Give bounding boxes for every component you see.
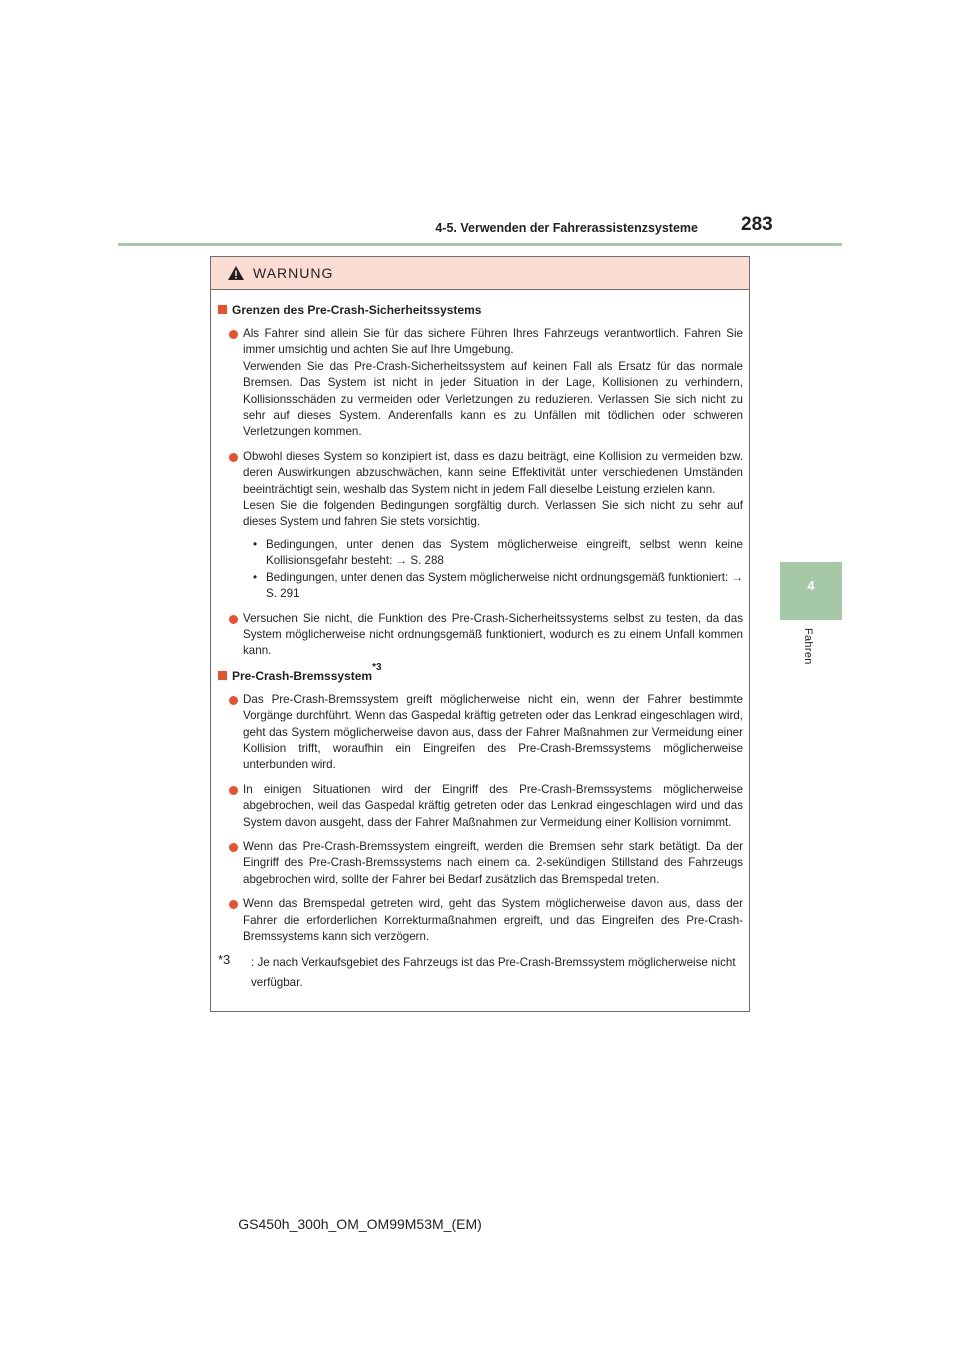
list-item bbox=[218, 611, 743, 660]
chapter-title: 4-5. Verwenden der Fahrerassistenzsysteme bbox=[435, 221, 698, 235]
round-bullet-icon bbox=[229, 453, 238, 462]
section-title: Pre-Crash-Bremssystem *3 bbox=[218, 668, 743, 684]
round-bullet-icon bbox=[229, 843, 238, 852]
sub-item-text: Bedingungen, unter denen das System möglicherweise eingreift, selbst wenn keine Kollisionsgefahr besteht: → S. 288 bbox=[266, 537, 743, 568]
warning-box bbox=[210, 256, 750, 1012]
list-item bbox=[218, 896, 743, 945]
warning-body bbox=[211, 290, 749, 993]
chapter-tab-label: Fahren bbox=[802, 628, 814, 665]
sub-bullet-marker: • bbox=[253, 570, 258, 584]
footnote bbox=[218, 953, 743, 993]
sub-list-item bbox=[218, 570, 743, 603]
list-item bbox=[218, 449, 743, 603]
round-bullet-icon bbox=[229, 696, 238, 705]
footnote-mark: *3 bbox=[218, 952, 231, 968]
list-item bbox=[218, 692, 743, 774]
paragraph: Wenn das Pre-Crash-Bremssystem eingreift, werden die Bremsen sehr stark betätigt. Da der Eingriff des Pre-Crash-Bremssystems nach einem ca. 2-sekündigen Stillstand des Fahrzeugs abgebrochen wird, sollte der Fahrer bei Bedarf zusätzlich das Bremspedal treten. bbox=[243, 839, 743, 886]
paragraph: Wenn das Bremspedal getreten wird, geht das System möglicherweise davon aus, dass der Fahrer die erforderlichen Korrekturmaßnahmen ergreift, und das Eingreifen des Pre-Crash-Bremssystems kann sich verzögern. bbox=[243, 897, 743, 943]
header-rule bbox=[118, 243, 842, 246]
sub-bullet-marker: • bbox=[253, 537, 258, 551]
section-title-text: Grenzen des Pre-Crash-Sicherheitssystems bbox=[232, 303, 482, 317]
paragraph: Verwenden Sie das Pre-Crash-Sicherheitssystem auf keinen Fall als Ersatz für das normale Bremsen. Das System ist nicht in jeder Situation in der Lage, Kollisionen zu verhindern, Kollisionsschäden zu vermeiden oder Verletzungen zu reduzieren. Verlassen Sie sich nicht zu sehr auf dieses System. Anderenfalls kann es zu Unfällen mit tödlichen oder schweren Verletzungen kommen. bbox=[243, 359, 743, 439]
warning-triangle-icon bbox=[227, 265, 245, 281]
warning-title: WARNUNG bbox=[253, 265, 334, 281]
document-code: GS450h_300h_OM_OM99M53M_(EM) bbox=[238, 1216, 482, 1232]
paragraph: Versuchen Sie nicht, die Funktion des Pre-Crash-Sicherheitssystems selbst zu testen, da das System möglicherweise nicht ordnungsgemäß funktioniert, wodurch es zu einem Unfall kommen kann. bbox=[243, 611, 743, 658]
round-bullet-icon bbox=[229, 900, 238, 909]
section-title-text: Pre-Crash-Bremssystem bbox=[232, 668, 373, 683]
warning-header bbox=[211, 257, 749, 290]
paragraph: Als Fahrer sind allein Sie für das sichere Führen Ihres Fahrzeugs verantwortlich. Fahren Sie immer umsichtig und achten Sie auf Ihre Umgebung. bbox=[243, 327, 743, 357]
list-item bbox=[218, 839, 743, 888]
round-bullet-icon bbox=[229, 330, 238, 339]
paragraph: Lesen Sie die folgenden Bedingungen sorgfältig durch. Verlassen Sie sich nicht zu sehr auf dieses System und fahren Sie stets vorsichtig. bbox=[243, 499, 743, 529]
round-bullet-icon bbox=[229, 615, 238, 624]
square-bullet-icon bbox=[218, 305, 227, 314]
footnote-text: : Je nach Verkaufsgebiet des Fahrzeugs ist das Pre-Crash-Bremssystem möglicherweise nicht verfügbar. bbox=[251, 956, 736, 990]
paragraph: Das Pre-Crash-Bremssystem greift möglicherweise nicht ein, wenn der Fahrer bestimmte Vorgänge durchführt. Wenn das Gaspedal kräftig getreten oder das Lenkrad eingeschlagen wird, geht das System möglicherweise davon aus, dass der Fahrer Maßnahmen zur Vermeidung einer Kollision trifft, woraufhin ein Eingreifen des Pre-Crash-Bremssystems möglicherweise unterbunden wird. bbox=[243, 692, 743, 772]
section-title bbox=[218, 302, 743, 318]
square-bullet-icon bbox=[218, 671, 227, 680]
paragraph: In einigen Situationen wird der Eingriff des Pre-Crash-Bremssystems möglicherweise abgebrochen, weil das Gaspedal kräftig getreten oder das Lenkrad eingeschlagen wird und das System davon ausgeht, dass der Fahrer Maßnahmen zur Vermeidung einer Kollision vornimmt. bbox=[243, 782, 743, 829]
paragraph: Obwohl dieses System so konzipiert ist, dass es dazu beiträgt, eine Kollision zu vermeiden bzw. deren Auswirkungen abzuschwächen, kann seine Effektivität unter verschiedenen Umständen beeinträchtigt sein, weshalb das System nicht in jedem Fall dieselbe Leistung erzielen kann. bbox=[243, 449, 743, 496]
chapter-tab-number: 4 bbox=[807, 578, 815, 593]
list-item bbox=[218, 782, 743, 831]
chapter-tab bbox=[780, 562, 842, 620]
page-number: 283 bbox=[741, 214, 773, 235]
round-bullet-icon bbox=[229, 786, 238, 795]
list-item bbox=[218, 326, 743, 441]
sub-list-item bbox=[218, 537, 743, 570]
sub-item-text: Bedingungen, unter denen das System möglicherweise nicht ordnungsgemäß funktioniert: → S. 291 bbox=[266, 570, 743, 601]
